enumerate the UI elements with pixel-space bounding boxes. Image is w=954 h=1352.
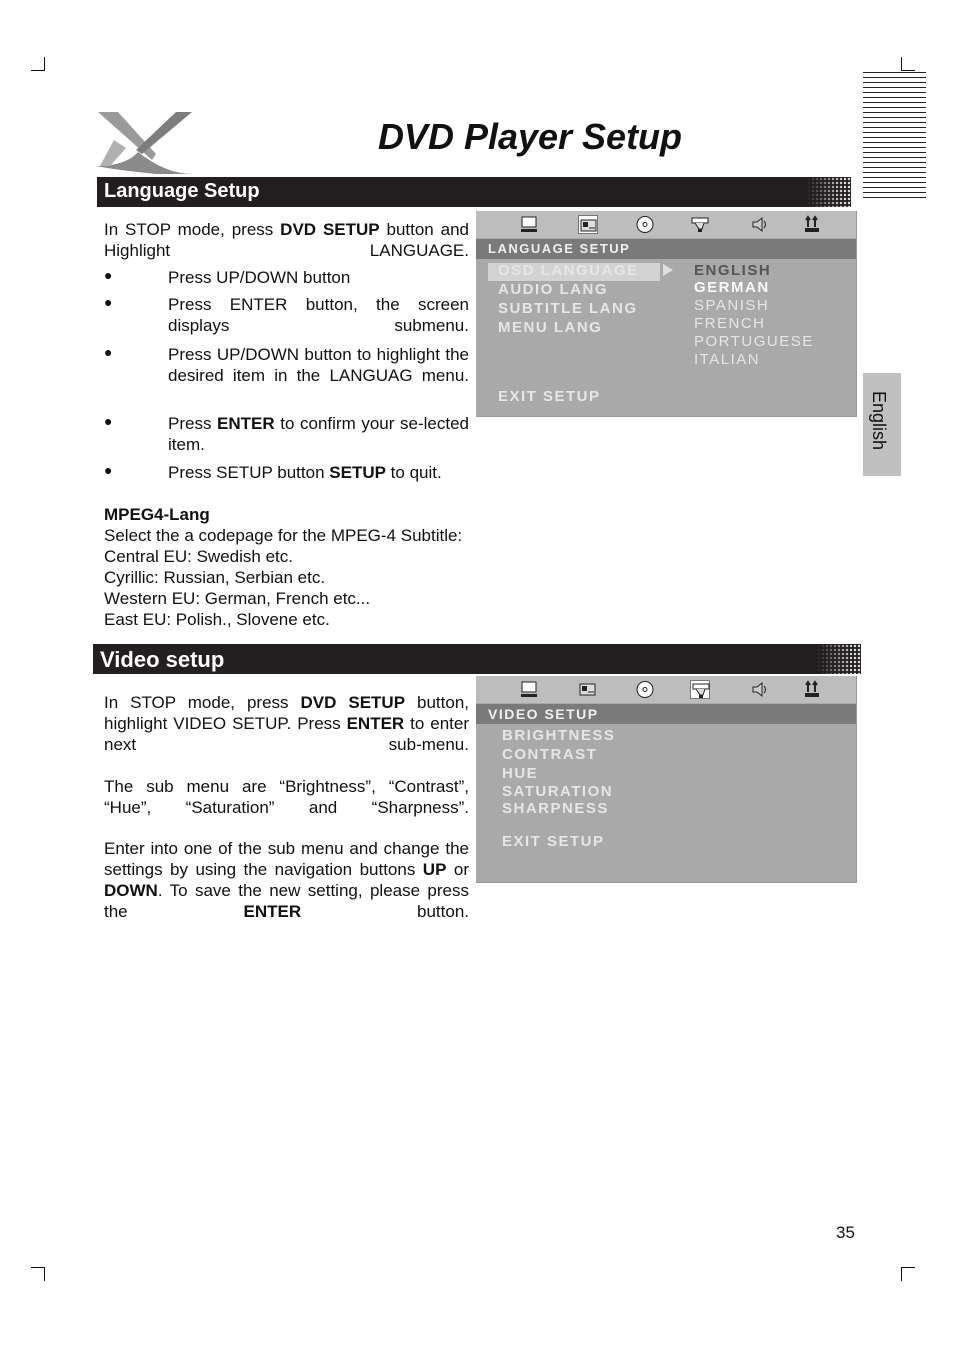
language-flag-icon (578, 680, 598, 699)
language-intro: In STOP mode, press DVD SETUP button and Highlight LANGUAGE. (104, 220, 470, 260)
language-side-tab (863, 373, 901, 476)
osd-menu-item: SUBTITLE LANG (498, 300, 638, 317)
section-bar-video-setup (93, 644, 861, 674)
section-bar-dots (817, 644, 861, 674)
osd-option: ENGLISH (694, 262, 772, 279)
mpeg4-heading: MPEG4-Lang (104, 505, 210, 524)
osd-menu-item: OSD LANGUAGE (498, 262, 639, 279)
section-bar-dots (807, 177, 851, 207)
speaker-icon (750, 215, 770, 234)
mpeg4-line: Cyrillic: Russian, Serbian etc. (104, 568, 326, 587)
bullet: ● (104, 462, 113, 478)
osd-option: GERMAN (694, 279, 770, 296)
language-flag-icon (578, 215, 598, 234)
bullet: ● (104, 344, 113, 360)
speaker-icon (750, 680, 770, 699)
disc-icon (635, 680, 655, 699)
section-title: Video setup (100, 647, 225, 672)
bullet: ● (104, 413, 113, 429)
side-tab-label: English (869, 391, 889, 451)
osd-header: LANGUAGE SETUP (476, 239, 857, 259)
section-title: Language Setup (104, 180, 260, 202)
video-camera-icon (690, 215, 710, 234)
osd-option: PORTUGUESE (694, 333, 814, 350)
osd-icon-bar (476, 211, 857, 238)
mpeg4-line: Central EU: Swedish etc. (104, 547, 293, 566)
step-1: Press UP/DOWN button (168, 268, 351, 287)
osd-arrow-right-icon (663, 264, 673, 276)
osd-menu-item: CONTRAST (502, 746, 598, 763)
osd-menu-item: HUE (502, 765, 539, 782)
crop-mark-top-left (31, 57, 45, 71)
osd-option: SPANISH (694, 297, 770, 314)
crop-mark-bottom-left (31, 1267, 45, 1281)
osd-icon-bar (476, 676, 857, 703)
video-paragraph-1: In STOP mode, press DVD SETUP button, highlight VIDEO SETUP. Press ENTER to enter next sub-menu. (104, 693, 469, 754)
osd-menu-item: SHARPNESS (502, 800, 609, 817)
mpeg4-line: Select the a codepage for the MPEG-4 Subtitle: (104, 526, 463, 545)
osd-menu-item: BRIGHTNESS (502, 727, 616, 744)
video-paragraph-2: The sub menu are “Brightness”, “Contrast”, “Hue”, “Saturation” and “Sharpness”. (104, 777, 469, 817)
video-camera-icon (690, 680, 710, 699)
crop-mark-bottom-right (901, 1267, 915, 1281)
osd-menu-item: MENU LANG (498, 319, 603, 336)
osd-option: ITALIAN (694, 351, 761, 368)
video-paragraph-3: Enter into one of the sub menu and change the settings by using the navigation buttons UP or DOWN. To save the new setting, please press the ENTER button. (104, 839, 469, 921)
mpeg4-line: Western EU: German, French etc... (104, 589, 371, 608)
page-title: DVD Player Setup (377, 116, 683, 157)
thumb-index-stripes (863, 72, 926, 199)
disc-icon (635, 215, 655, 234)
bullet: ● (104, 294, 113, 310)
parental-lock-icon (803, 215, 823, 234)
monitor-icon (519, 680, 539, 699)
crop-mark-top-right (901, 57, 915, 71)
brand-x-logo-icon (96, 110, 192, 176)
section-bar-language-setup (97, 177, 851, 207)
osd-header: VIDEO SETUP (476, 704, 857, 724)
page-number: 35 (836, 1223, 855, 1242)
osd-option: FRENCH (694, 315, 766, 332)
monitor-icon (519, 215, 539, 234)
step-3: Press UP/DOWN button to highlight the desired item in the LANGUAG menu. (168, 345, 469, 385)
step-2: Press ENTER button, the screen displays submenu. (168, 295, 469, 335)
mpeg4-line: East EU: Polish., Slovene etc. (104, 610, 330, 629)
step-4: Press ENTER to confirm your se-lected item. (168, 414, 469, 454)
osd-exit: EXIT SETUP (498, 388, 601, 405)
osd-language-screen (476, 211, 857, 417)
osd-menu-item: SATURATION (502, 783, 614, 800)
parental-lock-icon (803, 680, 823, 699)
osd-exit: EXIT SETUP (502, 833, 605, 850)
osd-video-screen (476, 676, 857, 883)
step-5: Press SETUP button SETUP to quit. (168, 463, 442, 482)
bullet: ● (104, 267, 113, 283)
osd-menu-item: AUDIO LANG (498, 281, 608, 298)
